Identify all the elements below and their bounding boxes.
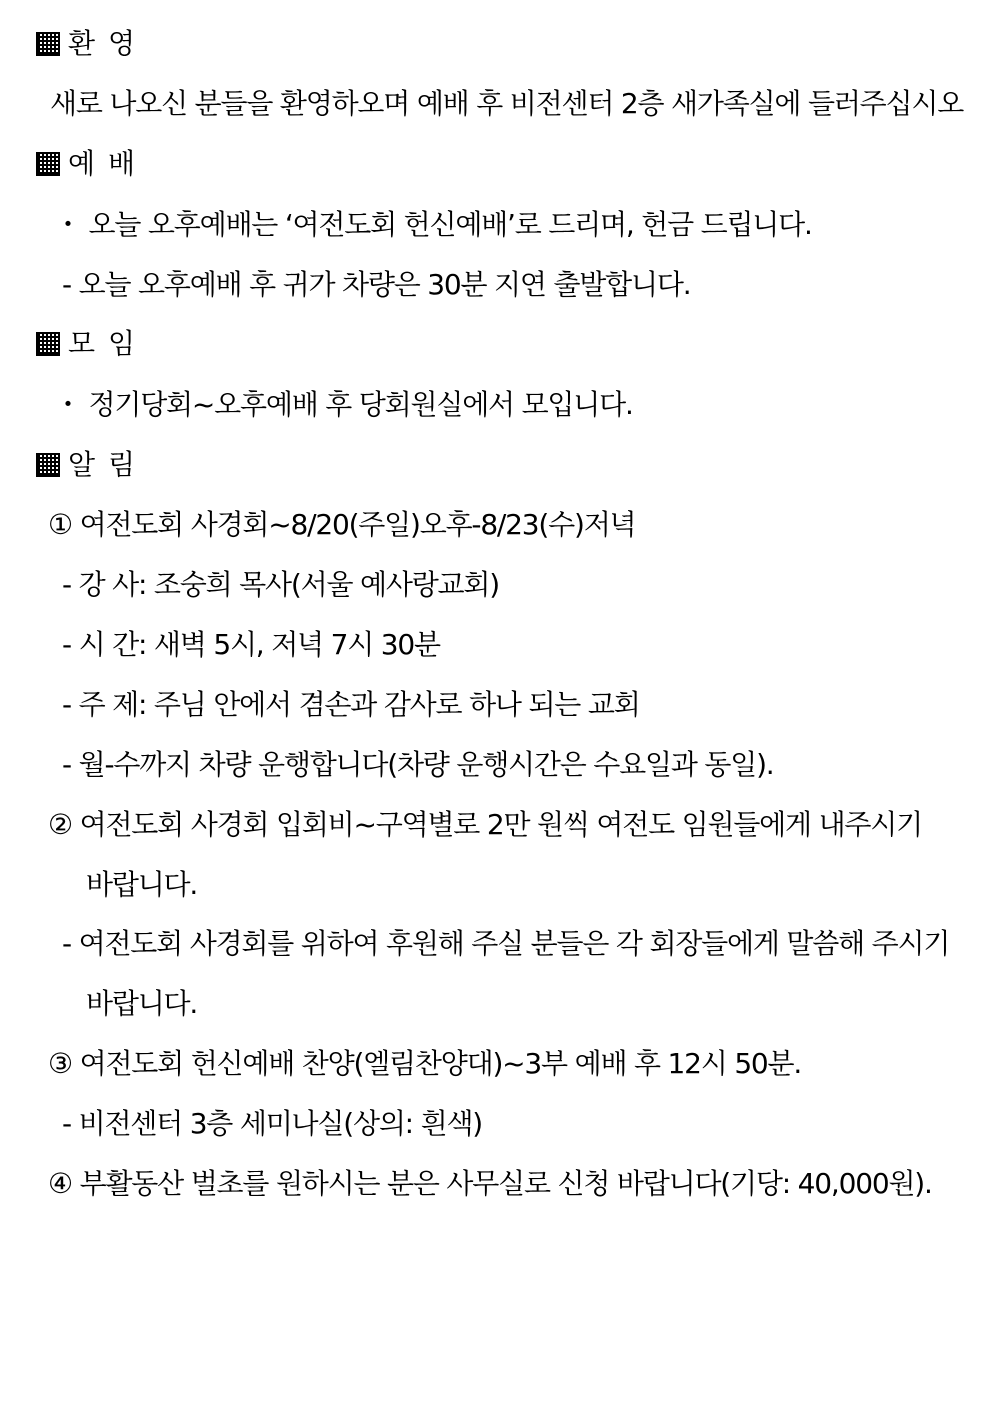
hatched-square-icon bbox=[36, 453, 60, 477]
worship-heading bbox=[36, 146, 137, 182]
meetings-item: ・ 정기당회~오후예배 후 당회원실에서 모입니다. bbox=[54, 388, 633, 421]
notice-line: ③ 여전도회 헌신예배 찬양(엘림찬양대)~3부 예배 후 12시 50분. bbox=[48, 1047, 802, 1080]
hatched-square-icon bbox=[36, 332, 60, 356]
notice-line: ① 여전도회 사경회~8/20(주일)오후-8/23(수)저녁 bbox=[48, 508, 636, 541]
hatched-square-icon bbox=[36, 152, 60, 176]
welcome-body: 새로 나오신 분들을 환영하오며 예배 후 비전센터 2층 새가족실에 들러주십시오 bbox=[50, 87, 964, 120]
worship-item: - 오늘 오후예배 후 귀가 차량은 30분 지연 출발합니다. bbox=[62, 268, 691, 301]
notice-line: 바랍니다. bbox=[86, 987, 198, 1020]
notice-line: ② 여전도회 사경회 입회비~구역별로 2만 원씩 여전도 임원들에게 내주시기 bbox=[48, 808, 922, 841]
notice-line: - 월-수까지 차량 운행합니다(차량 운행시간은 수요일과 동일). bbox=[62, 748, 774, 781]
meetings-heading bbox=[36, 326, 137, 362]
worship-item: ・ 오늘 오후예배는 ‘여전도회 헌신예배’로 드리며, 헌금 드립니다. bbox=[54, 208, 812, 241]
meetings-heading-text: 모 임 bbox=[68, 327, 137, 360]
notice-line: - 주 제: 주님 안에서 겸손과 감사로 하나 되는 교회 bbox=[62, 688, 640, 721]
notice-line: - 시 간: 새벽 5시, 저녁 7시 30분 bbox=[62, 628, 440, 661]
welcome-heading-text: 환 영 bbox=[68, 27, 137, 60]
notice-line: - 여전도회 사경회를 위하여 후원해 주실 분들은 각 회장들에게 말씀해 주시기 bbox=[62, 927, 950, 960]
notices-heading bbox=[36, 447, 137, 483]
notices-heading-text: 알 림 bbox=[68, 448, 137, 481]
notice-line: - 비전센터 3층 세미나실(상의: 흰색) bbox=[62, 1107, 483, 1140]
hatched-square-icon bbox=[36, 32, 60, 56]
welcome-heading bbox=[36, 26, 137, 62]
worship-heading-text: 예 배 bbox=[68, 147, 137, 180]
notice-line: ④ 부활동산 벌초를 원하시는 분은 사무실로 신청 바랍니다(기당: 40,000원). bbox=[48, 1167, 932, 1200]
notice-line: 바랍니다. bbox=[86, 868, 198, 901]
notice-line: - 강 사: 조숭희 목사(서울 예사랑교회) bbox=[62, 568, 499, 601]
